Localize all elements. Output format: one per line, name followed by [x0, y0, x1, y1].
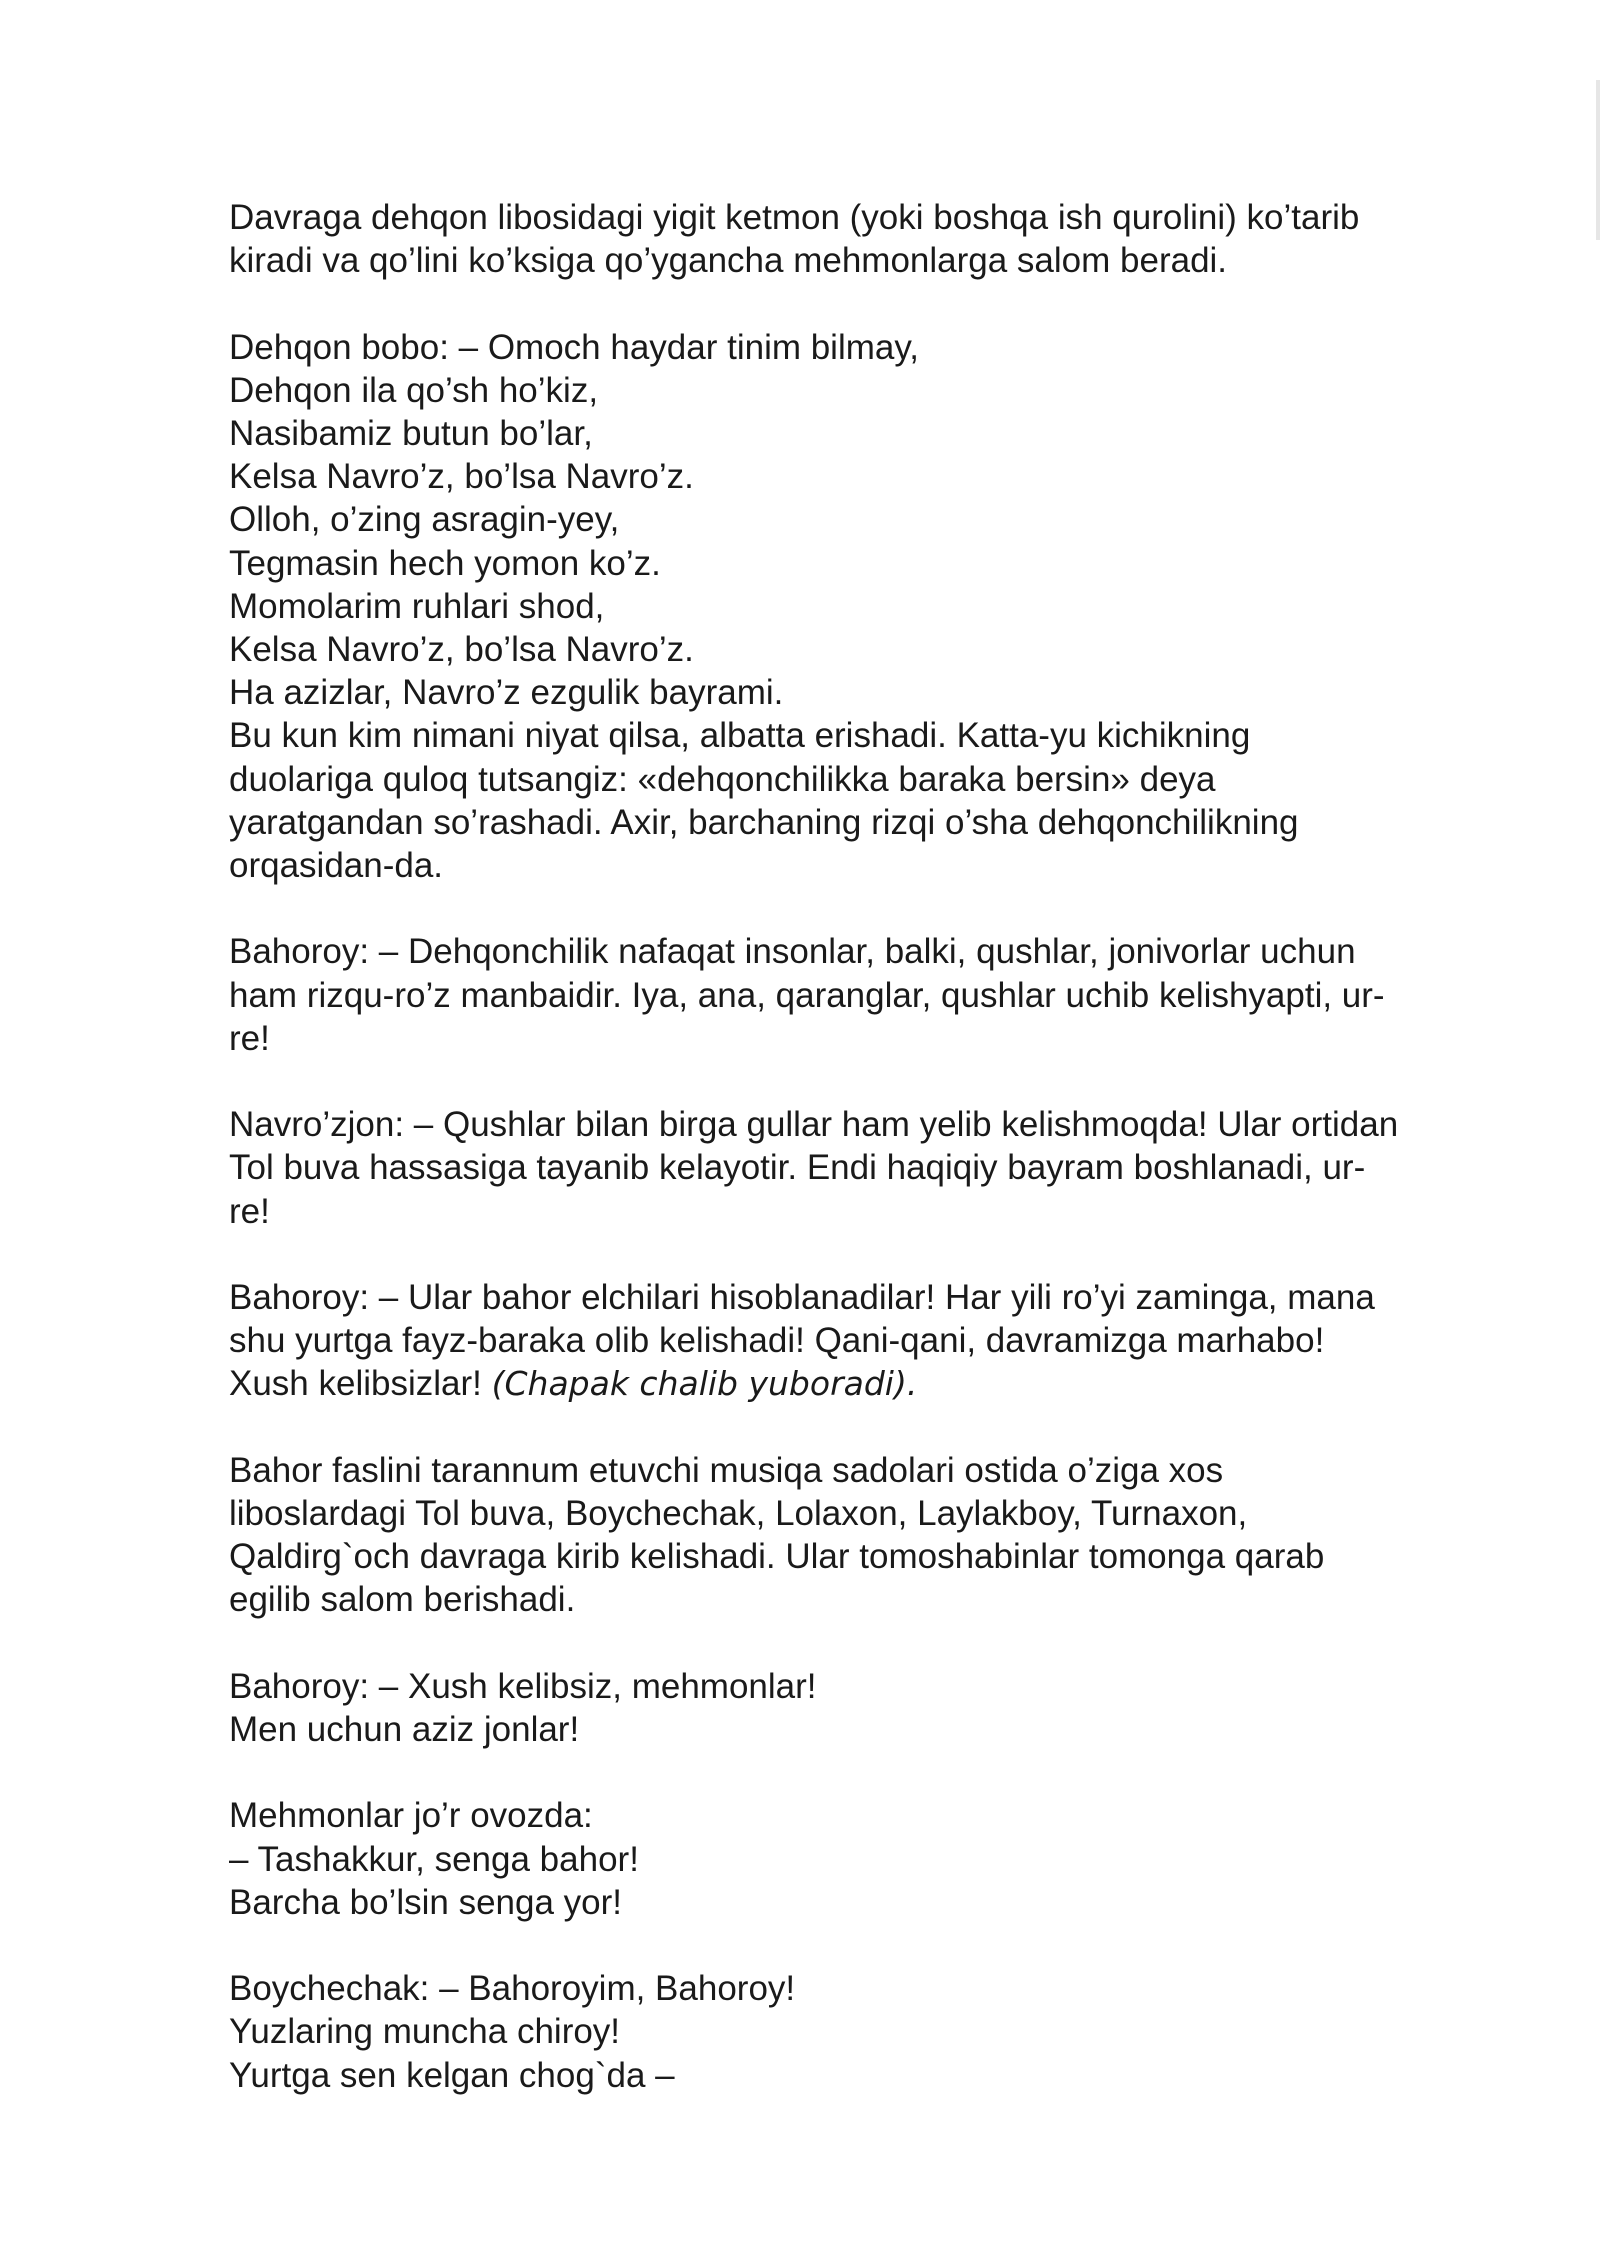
text-line: kiradi va qo’lini ko’ksiga qo’yganchа mehmonlarga salom beradi. [229, 241, 1228, 281]
text-line: Davraga dehqon libosidagi yigit ketmon (yoki boshqa ish qurolini) ko’tarib [229, 198, 1360, 237]
text-line: Qaldirg`och davraga kirib kelishadi. Ular tomoshabinlar tomonga qarab [229, 1537, 1325, 1577]
text-line: Barcha bo’lsin senga yor! [229, 1882, 622, 1922]
text-line: Tegmasin hech yomon ko’z. [229, 543, 661, 583]
document-body [229, 196, 1519, 2140]
text-line: Dehqon ila qo’sh ho’kiz, [229, 370, 599, 410]
text-line: Bu kun kim nimani niyat qilsa, albatta erishadi. Katta-yu kichikning [229, 716, 1251, 756]
text-line: shu yurtga fayz-baraka olib kelishadi! Qani-qani, davramizga marhabo! [229, 1321, 1325, 1361]
text-line: Men uchun aziz jonlar! [229, 1710, 580, 1750]
bahoroy-speech-2 [229, 1276, 1519, 1406]
text-line: re! [229, 1018, 270, 1058]
text-line: Dehqon bobo: – Omoch haydar tinim bilmay, [229, 327, 919, 367]
text-line: Kelsa Navro’z, bo’lsa Navro’z. [229, 457, 694, 497]
stage-direction-entry [229, 196, 1519, 282]
page-edge-shadow [1596, 80, 1600, 240]
bahoroy-speech-3 [229, 1665, 1519, 1751]
text-line: Mehmonlar jo’r ovozda: [229, 1796, 593, 1836]
text-line: duolariga quloq tutsangiz: «dehqonchilikka baraka bersin» deya [229, 759, 1216, 799]
mehmonlar-chorus [229, 1794, 1519, 1924]
text-line: yaratgandan so’rashadi. Axir, barchaning rizqi o’sha dehqonchilikning [229, 802, 1299, 842]
text-line: Tol buva hassasiga tayanib kelayotir. Endi haqiqiy bayram boshlanadi, ur- [229, 1148, 1366, 1188]
text-line: Kelsa Navro’z, bo’lsa Navro’z. [229, 630, 694, 670]
navrozjon-speech [229, 1103, 1519, 1233]
text-line: re! [229, 1191, 270, 1231]
text-fragment: Xush kelibsizlar! [229, 1364, 492, 1404]
text-line: Momolarim ruhlari shod, [229, 586, 605, 626]
text-line: Navro’zjon: – Qushlar bilan birga gullar ham yelib kelishmoqda! Ular ortidan [229, 1105, 1399, 1145]
text-line: Bahoroy: – Ular bahor elchilari hisoblanadilar! Har yili ro’yi zaminga, mana [229, 1278, 1375, 1318]
text-line: Yuzlaring muncha chiroy! [229, 2012, 621, 2052]
stage-direction-guests [229, 1449, 1519, 1622]
text-line: Boychechak: – Bahoroyim, Bahoroy! [229, 1969, 796, 2009]
text-line: – Tashakkur, senga bahor! [229, 1839, 639, 1879]
text-line-with-note [229, 1362, 1519, 1405]
stage-note-italic: (Chapak chalib yuboradi). [491, 1364, 918, 1404]
text-line: Ha azizlar, Navro’z ezgulik bayrami. [229, 673, 784, 713]
text-line: Olloh, o’zing asragin-yey, [229, 500, 620, 540]
text-line: Yurtga sen kelgan chog`da – [229, 2055, 675, 2095]
dehqon-bobo-speech [229, 326, 1519, 888]
text-line: Bahoroy: – Xush kelibsiz, mehmonlar! [229, 1666, 817, 1706]
text-line: Bahoroy: – Dehqonchilik nafaqat insonlar, balki, qushlar, jonivorlar uchun [229, 932, 1356, 972]
text-line: orqasidan-da. [229, 846, 444, 886]
text-line: ham rizqu-ro’z manbaidir. Iya, ana, qaranglar, qushlar uchib kelishyapti, ur- [229, 975, 1385, 1015]
boychechak-speech [229, 1967, 1519, 2097]
text-line: liboslardagi Tol buva, Boychechak, Lolaxon, Laylakboy, Turnaxon, [229, 1494, 1248, 1534]
text-line: egilib salom berishadi. [229, 1580, 576, 1620]
bahoroy-speech-1 [229, 930, 1519, 1060]
text-line: Bahor faslini tarannum etuvchi musiqa sadolari ostida o’ziga xos [229, 1450, 1224, 1490]
text-line: Nasibamiz butun bo’lar, [229, 414, 593, 453]
